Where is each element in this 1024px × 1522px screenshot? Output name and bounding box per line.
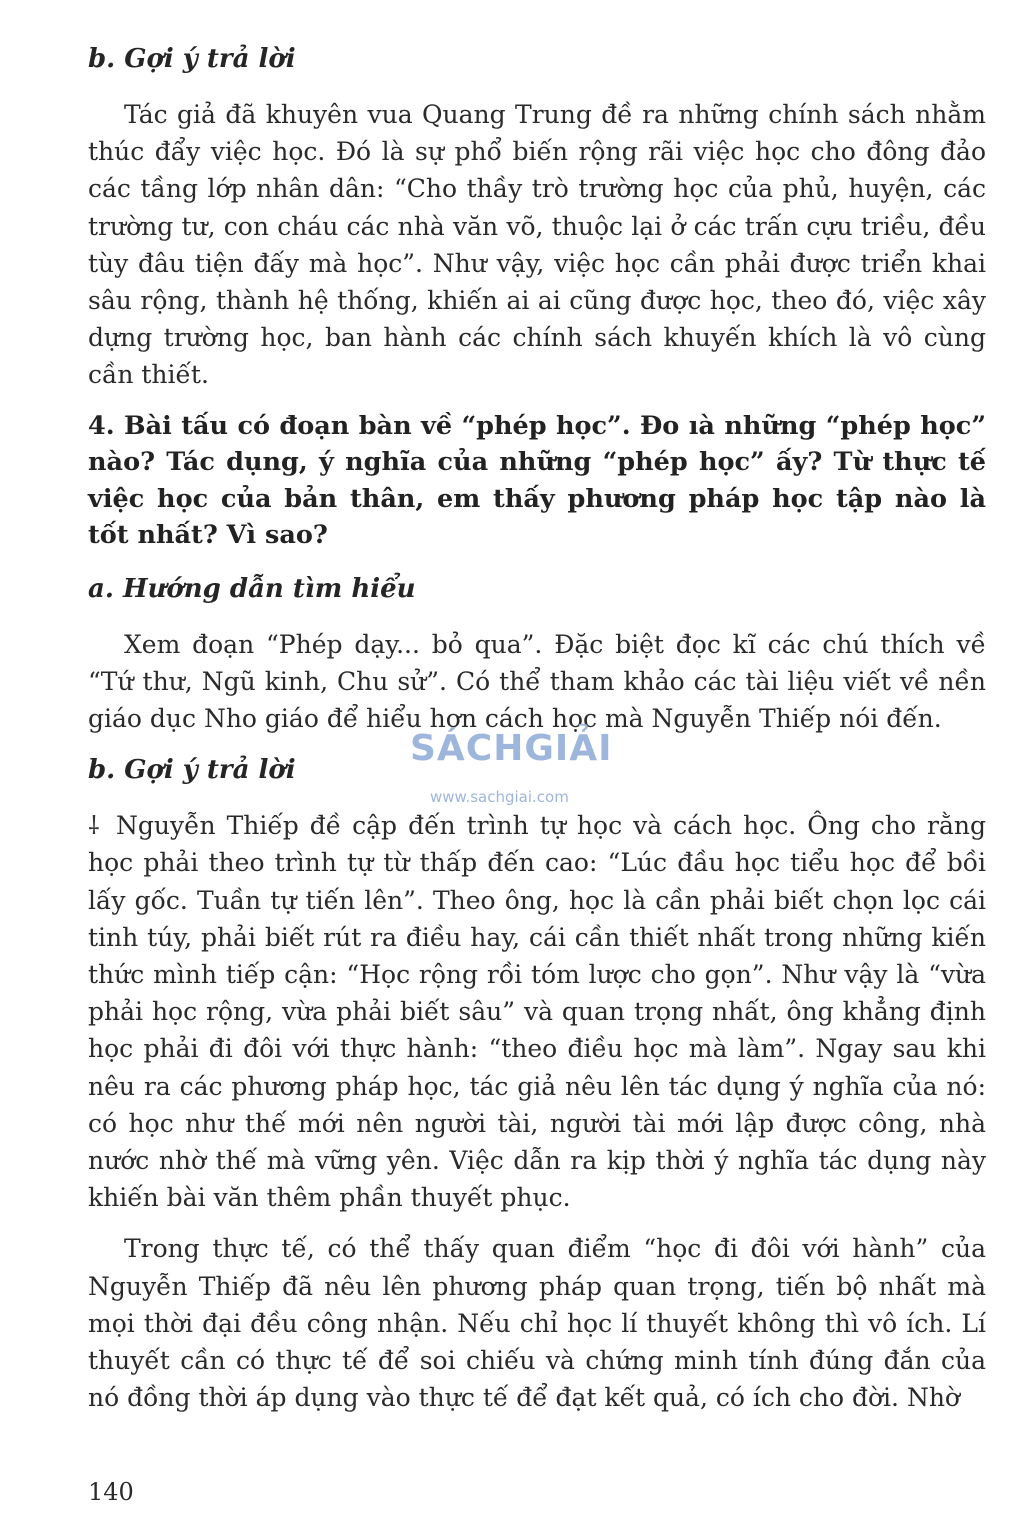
section-heading-answer-2: b. Gợi ý trả lời: [88, 755, 296, 786]
answer-paragraph-1: Tác giả đã khuyên vua Quang Trung đề ra những chính sách nhằm thúc đẩy việc học. Đó là sự phổ biến rộng rãi việc học cho đông đảo các tầng lớp nhân dân: “Cho thầy trò trường học của phủ, huyện, các trường tư, con cháu các nhà văn võ, thuộc lại ở các trấn cựu triều, đều tùy đâu tiện đấy mà học”. Như vậy, việc học cần phải được triển khai sâu rộng, thành hệ thống, khiến ai ai cũng được học, theo đó, việc xây dựng trường học, ban hành các chính sách khuyến khích là vô cùng cần thiết.: [88, 100, 986, 390]
guide-paragraph: Xem đoạn “Phép dạy... bỏ qua”. Đặc biệt đọc kĩ các chú thích về “Tứ thư, Ngũ kinh, Chu sử”. Có thể tham khảo các tài liệu viết về nền giáo dục Nho giáo để hiểu hơn cách học mà Nguyễn Thiếp nói đến.: [88, 629, 986, 734]
watermark-logo: SÁCHGIẢI: [410, 728, 613, 769]
question-4: 4. Bài tấu có đoạn bàn về “phép học”. Đo ıà những “phép học” nào? Tác dụng, ý nghĩa của những “phép học” ấy? Từ thực tế việc học của bản thân, em thấy phương pháp học tập nào là tốt nhất? Vì sao?: [88, 410, 986, 551]
watermark-url: www.sachgiai.com: [430, 788, 569, 806]
answer-paragraph-2: [88, 807, 986, 1216]
page-number: 140: [88, 1478, 134, 1506]
answer-paragraph-2-text: Nguyễn Thiếp đề cập đến trình tự học và cách học. Ông cho rằng học phải theo trình tự từ thấp đến cao: “Lúc đầu học tiểu học để bồi lấy gốc. Tuần tự tiến lên”. Theo ông, học là cần phải biết chọn lọc cái tinh túy, phải biết rút ra điều hay, cái cần thiết nhất trong những kiến thức mình tiếp cận: “Học rộng rồi tóm lược cho gọn”. Như vậy là “vừa phải học rộng, vừa phải biết sâu” và quan trọng nhất, ông khẳng định học phải đi đôi với thực hành: “theo điều học mà làm”. Ngay sau khi nêu ra các phương pháp học, tác giả nêu lên tác dụng ý nghĩa của nó: có học như thế mới nên người tài, người tài mới lập được công, nhà nước nhờ thế mà vững yên. Việc dẫn ra kịp thời ý nghĩa tác dụng này khiến bài văn thêm phần thuyết phục.: [88, 811, 986, 1213]
handwritten-mark-icon: ⸸: [88, 811, 100, 841]
section-heading-guide: a. Hướng dẫn tìm hiểu: [88, 573, 416, 604]
answer-paragraph-3: Trong thực tế, có thể thấy quan điểm “học đi đôi với hành” của Nguyễn Thiếp đã nêu lên phương pháp quan trọng, tiến bộ nhất mà mọi thời đại đều công nhận. Nếu chỉ học lí thuyết không thì vô ích. Lí thuyết cần có thực tế để soi chiếu và chứng minh tính đúng đắn của nó đồng thời áp dụng vào thực tế để đạt kết quả, có ích cho đời. Nhờ: [88, 1234, 986, 1413]
page-content: [88, 40, 986, 1430]
section-heading-answer: b. Gợi ý trả lời: [88, 44, 296, 74]
